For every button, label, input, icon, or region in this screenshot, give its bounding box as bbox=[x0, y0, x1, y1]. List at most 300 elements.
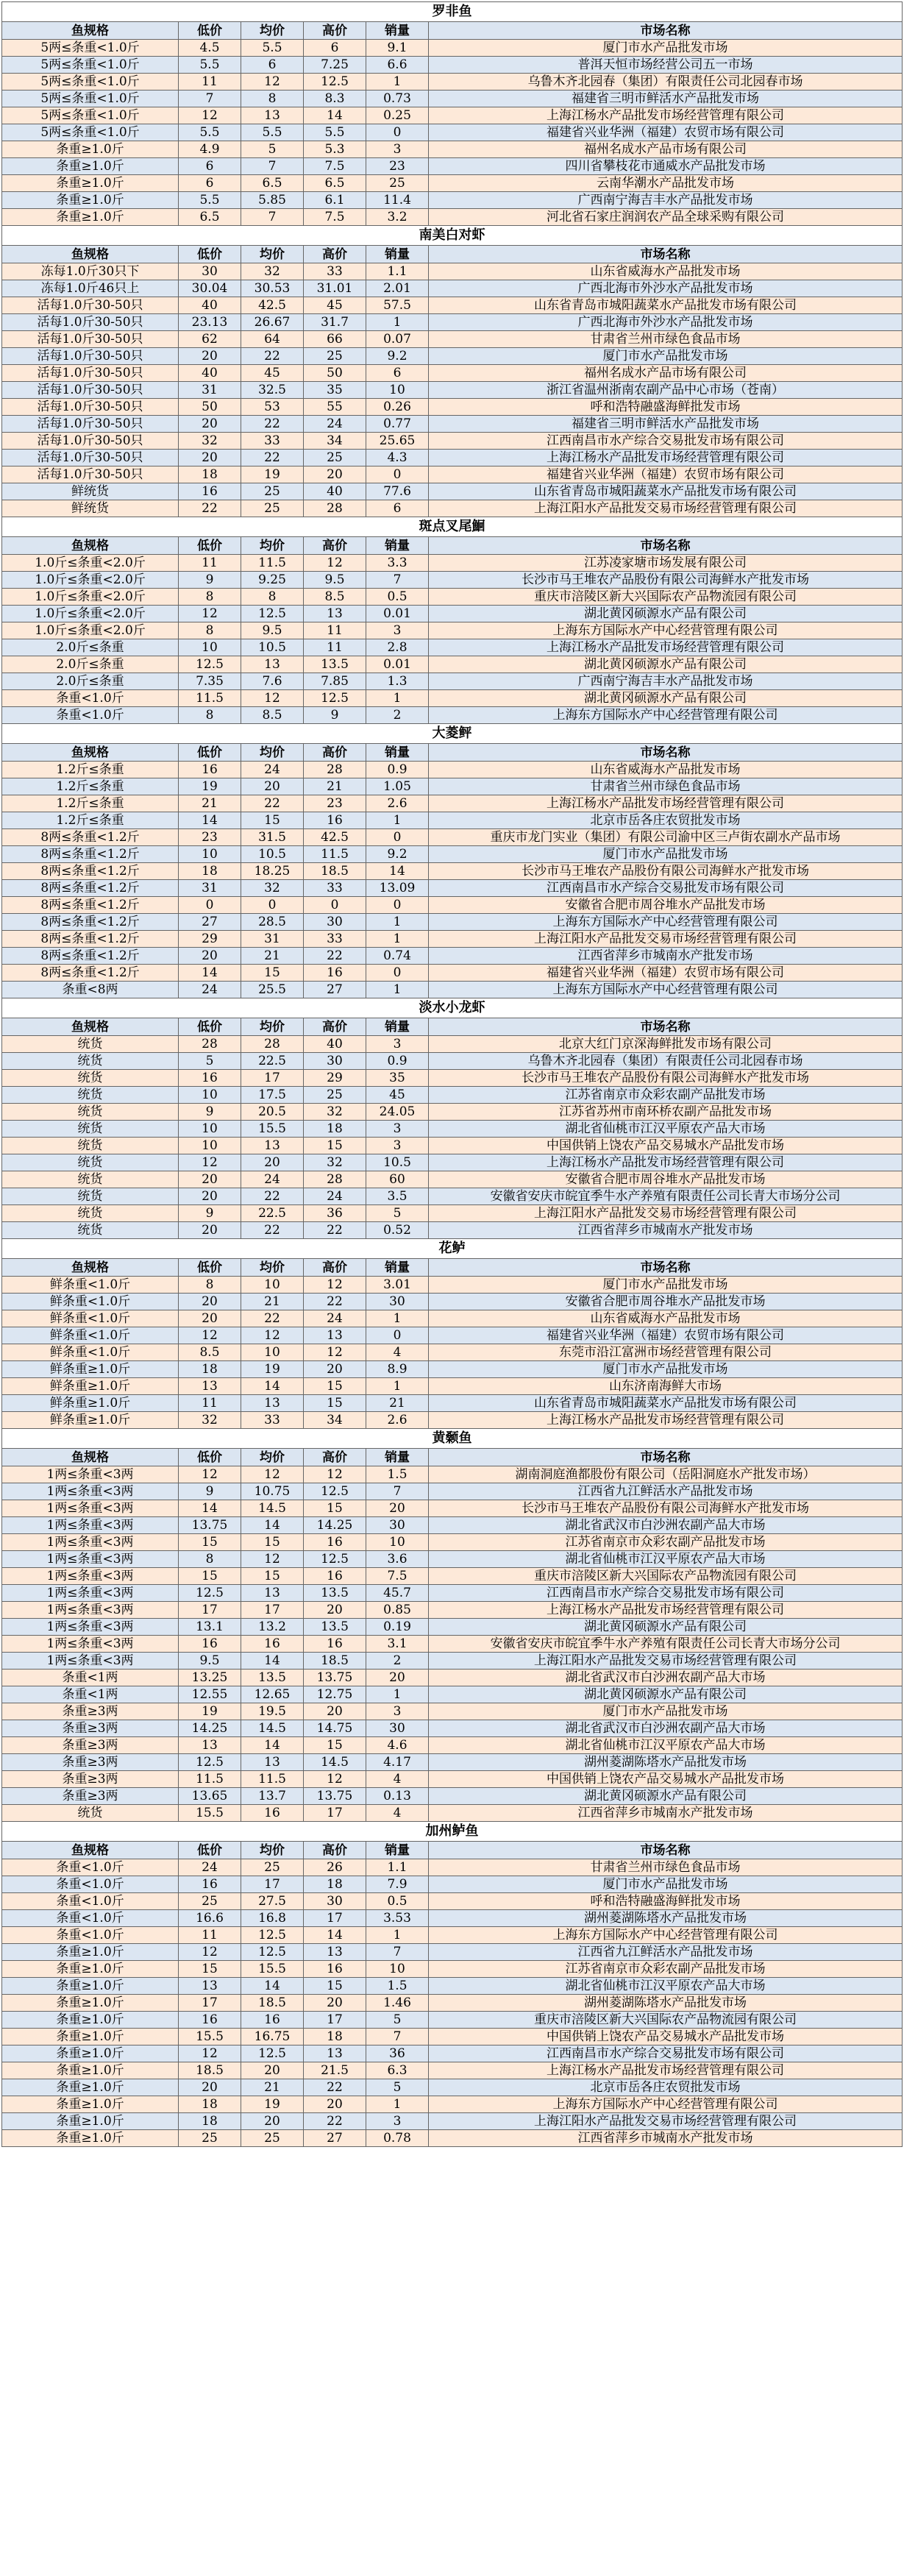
cell-market: 北京市岳各庄农贸批发市场 bbox=[429, 812, 903, 829]
cell-market: 上海江阳水产品批发交易市场经营管理有限公司 bbox=[429, 931, 903, 948]
section-title-row bbox=[2, 2, 903, 22]
cell-low: 23.13 bbox=[179, 314, 241, 331]
cell-high: 42.5 bbox=[304, 829, 366, 846]
cell-spec: 1.2斤≤条重 bbox=[2, 762, 179, 778]
cell-spec: 条重<1.0斤 bbox=[2, 707, 179, 724]
table-row bbox=[2, 1412, 903, 1429]
cell-spec: 活每1.0斤30-50只 bbox=[2, 433, 179, 450]
cell-market: 江苏省苏州市南环桥农副产品批发市场 bbox=[429, 1104, 903, 1121]
table-row bbox=[2, 2130, 903, 2147]
cell-low: 20 bbox=[179, 1294, 241, 1310]
cell-spec: 条重<1.0斤 bbox=[2, 1910, 179, 1927]
table-row bbox=[2, 466, 903, 483]
cell-spec: 统货 bbox=[2, 1121, 179, 1138]
column-header-market: 市场名称 bbox=[429, 1842, 903, 1859]
column-header-row bbox=[2, 246, 903, 263]
cell-spec: 1.0斤≤条重<2.0斤 bbox=[2, 589, 179, 606]
cell-market: 湖北黄冈硕源水产品有限公司 bbox=[429, 1619, 903, 1636]
column-header-avg: 均价 bbox=[241, 1018, 304, 1036]
cell-vol: 0.5 bbox=[366, 589, 429, 606]
cell-avg: 13 bbox=[241, 1585, 304, 1602]
cell-low: 20 bbox=[179, 2079, 241, 2096]
cell-market: 福建省兴业华洲（福建）农贸市场有限公司 bbox=[429, 965, 903, 982]
column-header-high: 高价 bbox=[304, 744, 366, 762]
table-row bbox=[2, 57, 903, 74]
cell-spec: 条重≥1.0斤 bbox=[2, 1944, 179, 1961]
cell-high: 11 bbox=[304, 639, 366, 656]
table-row bbox=[2, 1568, 903, 1585]
cell-vol: 3.5 bbox=[366, 1188, 429, 1205]
table-row bbox=[2, 1138, 903, 1154]
cell-market: 江苏省南京市众彩农副产品批发市场 bbox=[429, 1087, 903, 1104]
column-header-row bbox=[2, 1259, 903, 1277]
cell-vol: 21 bbox=[366, 1395, 429, 1412]
cell-avg: 12 bbox=[241, 1327, 304, 1344]
cell-avg: 22 bbox=[241, 348, 304, 365]
cell-avg: 16 bbox=[241, 1805, 304, 1822]
cell-spec: 条重≥1.0斤 bbox=[2, 2130, 179, 2147]
cell-avg: 15.5 bbox=[241, 1121, 304, 1138]
cell-market: 江西省萍乡市城南水产批发市场 bbox=[429, 948, 903, 965]
cell-avg: 12 bbox=[241, 1551, 304, 1568]
cell-high: 24 bbox=[304, 1310, 366, 1327]
cell-vol: 3.01 bbox=[366, 1277, 429, 1294]
cell-market: 上海江杨水产品批发市场经营管理有限公司 bbox=[429, 639, 903, 656]
cell-vol: 1.46 bbox=[366, 1995, 429, 2012]
cell-spec: 鲜统货 bbox=[2, 483, 179, 500]
cell-market: 长沙市马王堆农产品股份有限公司海鲜水产批发市场 bbox=[429, 863, 903, 880]
cell-market: 甘肃省兰州市绿色食品市场 bbox=[429, 1859, 903, 1876]
cell-low: 12.5 bbox=[179, 656, 241, 673]
cell-low: 13 bbox=[179, 1978, 241, 1995]
cell-avg: 21 bbox=[241, 948, 304, 965]
cell-high: 30 bbox=[304, 1053, 366, 1070]
cell-vol: 1.1 bbox=[366, 1859, 429, 1876]
cell-avg: 19 bbox=[241, 1361, 304, 1378]
cell-spec: 鲜条重<1.0斤 bbox=[2, 1310, 179, 1327]
cell-market: 中国供销上饶农产品交易城水产品批发市场 bbox=[429, 2029, 903, 2045]
table-row bbox=[2, 209, 903, 226]
cell-spec: 条重≥1.0斤 bbox=[2, 209, 179, 226]
table-row bbox=[2, 74, 903, 91]
cell-low: 10 bbox=[179, 1138, 241, 1154]
cell-vol: 0.9 bbox=[366, 1053, 429, 1070]
cell-spec: 1两≤条重<3两 bbox=[2, 1653, 179, 1670]
cell-vol: 3 bbox=[366, 1036, 429, 1053]
cell-market: 湖北省武汉市白沙洲农副产品大市场 bbox=[429, 1720, 903, 1737]
cell-vol: 3 bbox=[366, 622, 429, 639]
cell-vol: 0 bbox=[366, 829, 429, 846]
cell-market: 广西南宁海吉丰水产品批发市场 bbox=[429, 673, 903, 690]
cell-high: 21.5 bbox=[304, 2062, 366, 2079]
cell-low: 15 bbox=[179, 1568, 241, 1585]
cell-avg: 7 bbox=[241, 209, 304, 226]
cell-low: 50 bbox=[179, 399, 241, 416]
cell-avg: 10.75 bbox=[241, 1483, 304, 1500]
table-row bbox=[2, 863, 903, 880]
cell-high: 16 bbox=[304, 1636, 366, 1653]
cell-market: 长沙市马王堆农产品股份有限公司海鲜水产批发市场 bbox=[429, 1500, 903, 1517]
cell-low: 22 bbox=[179, 500, 241, 517]
cell-avg: 14 bbox=[241, 1653, 304, 1670]
cell-market: 重庆市涪陵区新大兴国际农产品物流园有限公司 bbox=[429, 2012, 903, 2029]
cell-low: 19 bbox=[179, 778, 241, 795]
column-header-market: 市场名称 bbox=[429, 1449, 903, 1466]
table-row bbox=[2, 331, 903, 348]
cell-low: 11 bbox=[179, 555, 241, 572]
table-row bbox=[2, 982, 903, 998]
cell-spec: 1两≤条重<3两 bbox=[2, 1585, 179, 1602]
section-title: 南美白对虾 bbox=[2, 226, 903, 246]
table-row bbox=[2, 812, 903, 829]
cell-low: 15 bbox=[179, 1534, 241, 1551]
cell-low: 20 bbox=[179, 416, 241, 433]
cell-market: 山东省威海水产品批发市场 bbox=[429, 1310, 903, 1327]
cell-high: 21 bbox=[304, 778, 366, 795]
cell-spec: 统货 bbox=[2, 1222, 179, 1239]
table-row bbox=[2, 450, 903, 466]
cell-spec: 条重≥3两 bbox=[2, 1720, 179, 1737]
cell-low: 20 bbox=[179, 450, 241, 466]
cell-high: 14.25 bbox=[304, 1517, 366, 1534]
cell-high: 11.5 bbox=[304, 846, 366, 863]
cell-high: 14 bbox=[304, 1927, 366, 1944]
cell-high: 12.5 bbox=[304, 1483, 366, 1500]
section-title-row bbox=[2, 517, 903, 537]
cell-high: 5.5 bbox=[304, 124, 366, 141]
cell-spec: 条重<1.0斤 bbox=[2, 1927, 179, 1944]
column-header-market: 市场名称 bbox=[429, 744, 903, 762]
column-header-low: 低价 bbox=[179, 744, 241, 762]
cell-high: 11 bbox=[304, 622, 366, 639]
table-row bbox=[2, 948, 903, 965]
cell-high: 55 bbox=[304, 399, 366, 416]
table-row bbox=[2, 2079, 903, 2096]
cell-avg: 15 bbox=[241, 1568, 304, 1585]
table-row bbox=[2, 1788, 903, 1805]
cell-low: 13.1 bbox=[179, 1619, 241, 1636]
cell-high: 26 bbox=[304, 1859, 366, 1876]
cell-low: 14 bbox=[179, 965, 241, 982]
table-row bbox=[2, 91, 903, 107]
cell-spec: 统货 bbox=[2, 1154, 179, 1171]
cell-spec: 1.0斤≤条重<2.0斤 bbox=[2, 606, 179, 622]
cell-high: 5.3 bbox=[304, 141, 366, 158]
cell-market: 北京市岳各庄农贸批发市场 bbox=[429, 2079, 903, 2096]
cell-low: 10 bbox=[179, 1087, 241, 1104]
cell-spec: 条重<1.0斤 bbox=[2, 690, 179, 707]
cell-avg: 25.5 bbox=[241, 982, 304, 998]
cell-avg: 17 bbox=[241, 1070, 304, 1087]
table-row bbox=[2, 762, 903, 778]
column-header-low: 低价 bbox=[179, 246, 241, 263]
table-row bbox=[2, 1686, 903, 1703]
cell-vol: 57.5 bbox=[366, 297, 429, 314]
cell-avg: 22 bbox=[241, 450, 304, 466]
cell-vol: 3 bbox=[366, 1121, 429, 1138]
cell-avg: 12 bbox=[241, 1466, 304, 1483]
cell-avg: 22 bbox=[241, 795, 304, 812]
cell-vol: 9.1 bbox=[366, 40, 429, 57]
column-header-market: 市场名称 bbox=[429, 1259, 903, 1277]
table-row bbox=[2, 673, 903, 690]
cell-vol: 45 bbox=[366, 1087, 429, 1104]
cell-avg: 8 bbox=[241, 589, 304, 606]
cell-high: 25 bbox=[304, 348, 366, 365]
cell-vol: 4.6 bbox=[366, 1737, 429, 1754]
cell-high: 36 bbox=[304, 1205, 366, 1222]
cell-avg: 15 bbox=[241, 1534, 304, 1551]
cell-market: 福州名成水产品市场有限公司 bbox=[429, 365, 903, 382]
table-row bbox=[2, 1534, 903, 1551]
cell-high: 66 bbox=[304, 331, 366, 348]
cell-vol: 1.5 bbox=[366, 1466, 429, 1483]
column-header-spec: 鱼规格 bbox=[2, 246, 179, 263]
cell-spec: 条重≥1.0斤 bbox=[2, 1995, 179, 2012]
cell-vol: 1.5 bbox=[366, 1978, 429, 1995]
cell-spec: 8两≤条重<1.2斤 bbox=[2, 965, 179, 982]
cell-avg: 18.25 bbox=[241, 863, 304, 880]
cell-high: 7.25 bbox=[304, 57, 366, 74]
cell-market: 浙江省温州浙南农副产品中心市场（苍南） bbox=[429, 382, 903, 399]
table-row bbox=[2, 965, 903, 982]
cell-avg: 64 bbox=[241, 331, 304, 348]
table-row bbox=[2, 1070, 903, 1087]
cell-market: 山东省青岛市城阳蔬菜水产品批发市场有限公司 bbox=[429, 483, 903, 500]
cell-spec: 5两≤条重<1.0斤 bbox=[2, 40, 179, 57]
cell-vol: 30 bbox=[366, 1720, 429, 1737]
cell-high: 6.5 bbox=[304, 175, 366, 192]
cell-spec: 2.0斤≤条重 bbox=[2, 639, 179, 656]
cell-low: 5.5 bbox=[179, 57, 241, 74]
cell-vol: 1 bbox=[366, 931, 429, 948]
cell-avg: 19.5 bbox=[241, 1703, 304, 1720]
cell-vol: 0.25 bbox=[366, 107, 429, 124]
table-row bbox=[2, 1205, 903, 1222]
table-row bbox=[2, 2096, 903, 2113]
cell-avg: 21 bbox=[241, 1294, 304, 1310]
cell-vol: 0.9 bbox=[366, 762, 429, 778]
cell-vol: 7.5 bbox=[366, 1568, 429, 1585]
table-row bbox=[2, 1500, 903, 1517]
column-header-row bbox=[2, 1842, 903, 1859]
cell-spec: 活每1.0斤30-50只 bbox=[2, 416, 179, 433]
cell-high: 13 bbox=[304, 1327, 366, 1344]
column-header-high: 高价 bbox=[304, 1259, 366, 1277]
cell-market: 湖北省仙桃市江汉平原农产品大市场 bbox=[429, 1121, 903, 1138]
cell-high: 13.5 bbox=[304, 1585, 366, 1602]
cell-avg: 7 bbox=[241, 158, 304, 175]
cell-market: 江苏省南京市众彩农副产品批发市场 bbox=[429, 1961, 903, 1978]
cell-vol: 3 bbox=[366, 1703, 429, 1720]
cell-low: 27 bbox=[179, 914, 241, 931]
cell-low: 30.04 bbox=[179, 280, 241, 297]
cell-high: 16 bbox=[304, 1534, 366, 1551]
column-header-high: 高价 bbox=[304, 537, 366, 555]
table-row bbox=[2, 124, 903, 141]
cell-vol: 0.13 bbox=[366, 1788, 429, 1805]
column-header-row bbox=[2, 537, 903, 555]
cell-low: 4.9 bbox=[179, 141, 241, 158]
table-row bbox=[2, 897, 903, 914]
column-header-spec: 鱼规格 bbox=[2, 537, 179, 555]
table-row bbox=[2, 690, 903, 707]
cell-avg: 25 bbox=[241, 1859, 304, 1876]
cell-high: 16 bbox=[304, 965, 366, 982]
cell-market: 湖州菱湖陈塔水产品批发市场 bbox=[429, 1910, 903, 1927]
cell-high: 23 bbox=[304, 795, 366, 812]
cell-avg: 32 bbox=[241, 880, 304, 897]
cell-vol: 0.77 bbox=[366, 416, 429, 433]
table-row bbox=[2, 846, 903, 863]
cell-low: 12.5 bbox=[179, 1585, 241, 1602]
cell-spec: 条重≥1.0斤 bbox=[2, 141, 179, 158]
table-row bbox=[2, 1466, 903, 1483]
cell-avg: 13.5 bbox=[241, 1670, 304, 1686]
cell-high: 8.5 bbox=[304, 589, 366, 606]
cell-spec: 活每1.0斤30-50只 bbox=[2, 331, 179, 348]
cell-vol: 1.1 bbox=[366, 263, 429, 280]
cell-avg: 31 bbox=[241, 931, 304, 948]
cell-market: 河北省石家庄润润农产品全球采购有限公司 bbox=[429, 209, 903, 226]
column-header-row bbox=[2, 1018, 903, 1036]
cell-high: 13 bbox=[304, 606, 366, 622]
table-row bbox=[2, 348, 903, 365]
cell-spec: 1两≤条重<3两 bbox=[2, 1551, 179, 1568]
cell-vol: 0.07 bbox=[366, 331, 429, 348]
column-header-market: 市场名称 bbox=[429, 246, 903, 263]
cell-spec: 条重≥1.0斤 bbox=[2, 2045, 179, 2062]
cell-vol: 5 bbox=[366, 1205, 429, 1222]
cell-vol: 7 bbox=[366, 572, 429, 589]
cell-market: 江西省九江鲜活水产品批发市场 bbox=[429, 1483, 903, 1500]
cell-vol: 20 bbox=[366, 1500, 429, 1517]
cell-avg: 31.5 bbox=[241, 829, 304, 846]
cell-vol: 2.6 bbox=[366, 795, 429, 812]
cell-spec: 活每1.0斤30-50只 bbox=[2, 399, 179, 416]
table-row bbox=[2, 1154, 903, 1171]
cell-vol: 4 bbox=[366, 1344, 429, 1361]
cell-spec: 统货 bbox=[2, 1087, 179, 1104]
cell-high: 27 bbox=[304, 982, 366, 998]
cell-low: 40 bbox=[179, 365, 241, 382]
table-row bbox=[2, 1344, 903, 1361]
cell-high: 12.5 bbox=[304, 1551, 366, 1568]
cell-vol: 20 bbox=[366, 1670, 429, 1686]
cell-low: 11.5 bbox=[179, 690, 241, 707]
cell-spec: 5两≤条重<1.0斤 bbox=[2, 124, 179, 141]
cell-spec: 1两≤条重<3两 bbox=[2, 1568, 179, 1585]
cell-low: 9 bbox=[179, 1104, 241, 1121]
cell-vol: 30 bbox=[366, 1294, 429, 1310]
cell-market: 普洱天恒市场经营公司五一市场 bbox=[429, 57, 903, 74]
cell-low: 5 bbox=[179, 1053, 241, 1070]
section-title: 加州鲈鱼 bbox=[2, 1822, 903, 1842]
table-row bbox=[2, 2113, 903, 2130]
cell-vol: 5 bbox=[366, 2012, 429, 2029]
cell-market: 长沙市马王堆农产品股份有限公司海鲜水产批发市场 bbox=[429, 1070, 903, 1087]
cell-avg: 32.5 bbox=[241, 382, 304, 399]
cell-high: 13 bbox=[304, 2045, 366, 2062]
table-row bbox=[2, 639, 903, 656]
cell-spec: 冻每1.0斤30只下 bbox=[2, 263, 179, 280]
cell-low: 20 bbox=[179, 1222, 241, 1239]
table-row bbox=[2, 1036, 903, 1053]
cell-market: 湖北黄冈硕源水产品有限公司 bbox=[429, 1686, 903, 1703]
cell-low: 18 bbox=[179, 466, 241, 483]
cell-vol: 4.3 bbox=[366, 450, 429, 466]
cell-vol: 25 bbox=[366, 175, 429, 192]
cell-low: 11.5 bbox=[179, 1771, 241, 1788]
cell-vol: 4 bbox=[366, 1771, 429, 1788]
cell-avg: 25 bbox=[241, 2130, 304, 2147]
cell-spec: 鲜条重<1.0斤 bbox=[2, 1294, 179, 1310]
cell-spec: 活每1.0斤30-50只 bbox=[2, 348, 179, 365]
cell-vol: 10 bbox=[366, 1961, 429, 1978]
cell-low: 32 bbox=[179, 433, 241, 450]
cell-avg: 53 bbox=[241, 399, 304, 416]
cell-vol: 0.74 bbox=[366, 948, 429, 965]
table-row bbox=[2, 1294, 903, 1310]
cell-vol: 4.17 bbox=[366, 1754, 429, 1771]
cell-avg: 13 bbox=[241, 107, 304, 124]
section-title-row bbox=[2, 226, 903, 246]
cell-market: 中国供销上饶农产品交易城水产品批发市场 bbox=[429, 1138, 903, 1154]
cell-market: 乌鲁木齐北园春（集团）有限责任公司北园春市场 bbox=[429, 1053, 903, 1070]
cell-vol: 10 bbox=[366, 382, 429, 399]
cell-low: 18.5 bbox=[179, 2062, 241, 2079]
cell-vol: 0.78 bbox=[366, 2130, 429, 2147]
cell-market: 上海东方国际水产中心经营管理有限公司 bbox=[429, 1927, 903, 1944]
price-table bbox=[1, 1, 903, 2147]
column-header-avg: 均价 bbox=[241, 246, 304, 263]
cell-spec: 鲜条重≥1.0斤 bbox=[2, 1412, 179, 1429]
cell-avg: 6.5 bbox=[241, 175, 304, 192]
cell-spec: 条重≥1.0斤 bbox=[2, 158, 179, 175]
cell-vol: 1 bbox=[366, 690, 429, 707]
cell-avg: 13.7 bbox=[241, 1788, 304, 1805]
cell-market: 厦门市水产品批发市场 bbox=[429, 40, 903, 57]
cell-vol: 9.2 bbox=[366, 348, 429, 365]
cell-spec: 1两≤条重<3两 bbox=[2, 1517, 179, 1534]
cell-high: 34 bbox=[304, 433, 366, 450]
cell-avg: 8 bbox=[241, 91, 304, 107]
cell-market: 湖州菱湖陈塔水产品批发市场 bbox=[429, 1995, 903, 2012]
column-header-vol: 销量 bbox=[366, 1259, 429, 1277]
column-header-row bbox=[2, 1449, 903, 1466]
cell-vol: 36 bbox=[366, 2045, 429, 2062]
cell-spec: 统货 bbox=[2, 1070, 179, 1087]
cell-low: 13.65 bbox=[179, 1788, 241, 1805]
cell-high: 12.5 bbox=[304, 74, 366, 91]
cell-vol: 0.52 bbox=[366, 1222, 429, 1239]
table-row bbox=[2, 1619, 903, 1636]
table-row bbox=[2, 1121, 903, 1138]
cell-avg: 14.5 bbox=[241, 1500, 304, 1517]
cell-market: 湖北省武汉市白沙洲农副产品大市场 bbox=[429, 1670, 903, 1686]
table-row bbox=[2, 1859, 903, 1876]
cell-vol: 4 bbox=[366, 1805, 429, 1822]
cell-low: 18 bbox=[179, 863, 241, 880]
table-row bbox=[2, 280, 903, 297]
cell-low: 20 bbox=[179, 1310, 241, 1327]
cell-spec: 条重≥1.0斤 bbox=[2, 192, 179, 209]
column-header-high: 高价 bbox=[304, 246, 366, 263]
cell-high: 22 bbox=[304, 1222, 366, 1239]
cell-vol: 7 bbox=[366, 1483, 429, 1500]
cell-market: 上海东方国际水产中心经营管理有限公司 bbox=[429, 914, 903, 931]
cell-low: 18 bbox=[179, 1361, 241, 1378]
